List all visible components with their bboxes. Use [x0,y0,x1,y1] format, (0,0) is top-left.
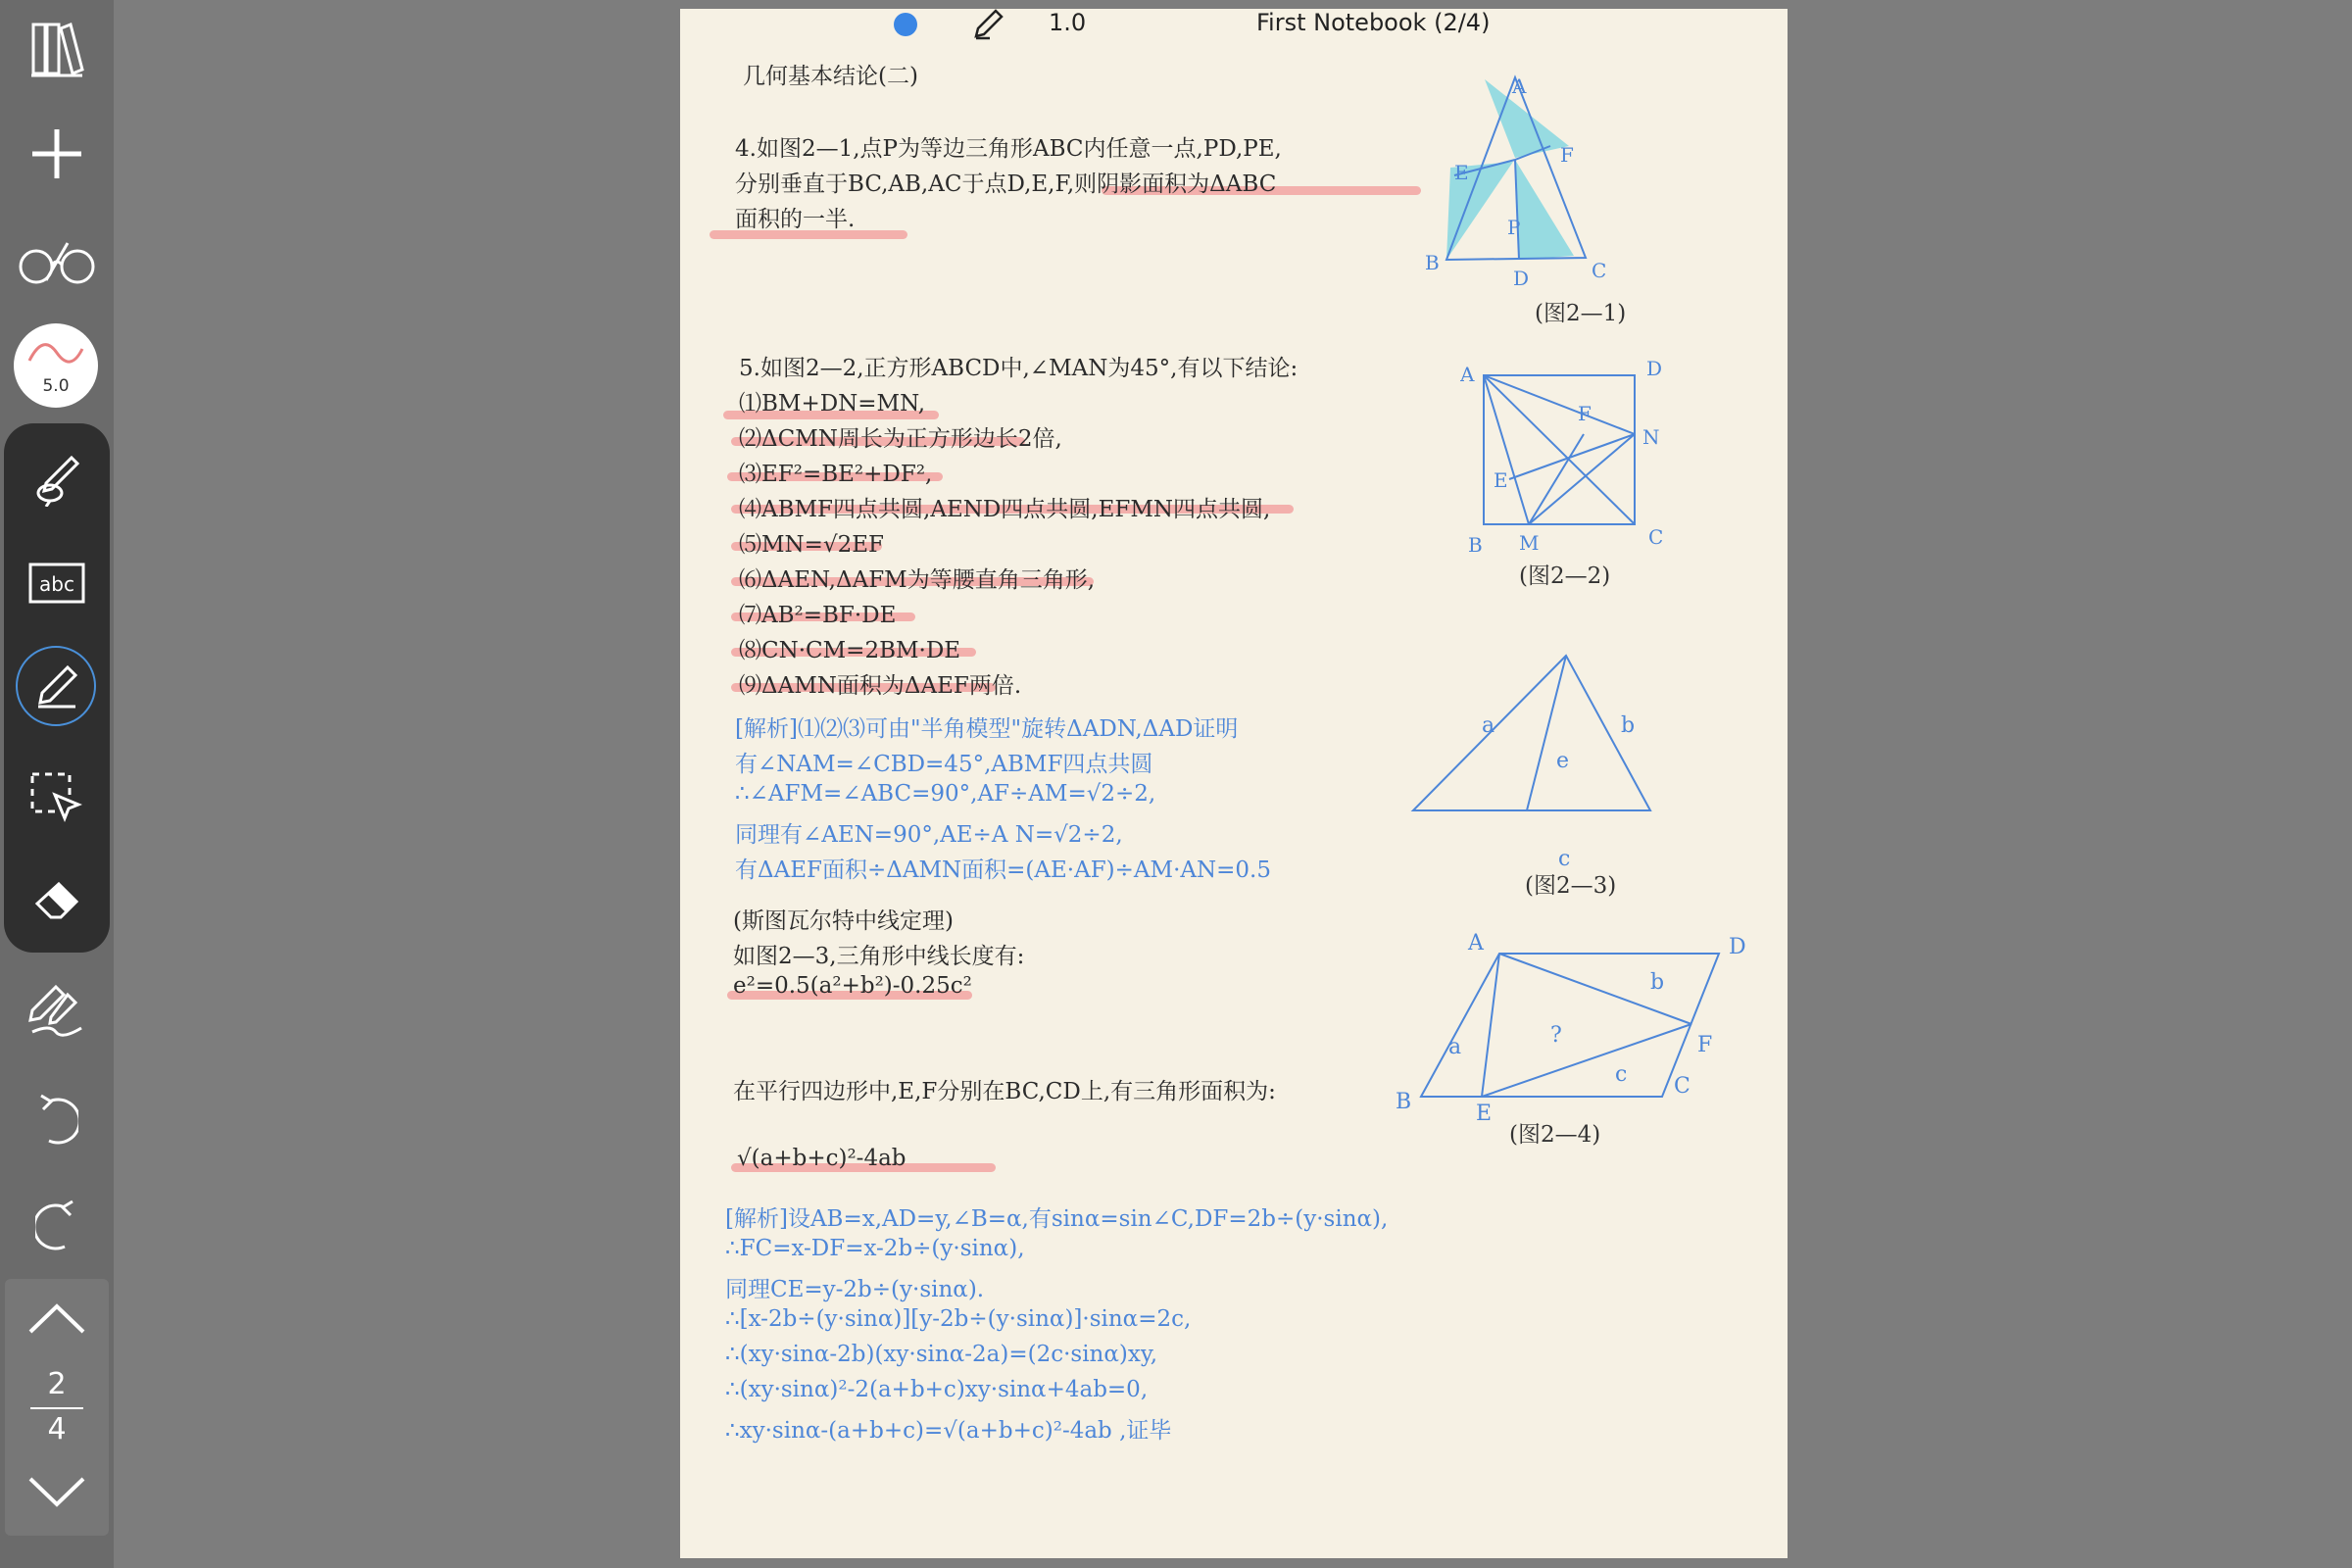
fig2-label: M [1519,531,1540,555]
stewart-line: 如图2—3,三角形中线长度有: [733,944,1025,969]
figure-2-1-caption: (图2—1) [1535,301,1627,326]
fig4-label: B [1396,1090,1412,1114]
multi-pen-icon [26,983,87,1038]
fig3-label: c [1558,847,1571,871]
p5-item: ⑻CN·CM=2BM·DE [739,638,961,663]
analysis2-line: ∴(xy·sinα-2b)(xy·sinα-2a)=(2c·sinα)xy, [725,1342,1158,1367]
select-icon [29,771,84,826]
text-box-icon [28,563,85,604]
fig1-label: B [1425,251,1440,274]
figure-2-3-caption: (图2—3) [1525,873,1617,899]
analysis1-line: [解析]⑴⑵⑶可由"半角模型"旋转ΔADN,ΔAD证明 [735,716,1239,742]
add-icon [30,127,83,180]
p5-item: ⑵ΔCMN周长为正方形边长2倍, [739,426,1062,452]
analysis1-line: 同理有∠AEN=90°,AE÷A N=√2÷2, [735,822,1123,848]
figure-2-1 [1425,64,1650,289]
parallelogram-statement: 在平行四边形中,E,F分别在BC,CD上,有三角形面积为: [733,1079,1276,1104]
analysis1-line: 有∠NAM=∠CBD=45°,ABMF四点共圆 [735,752,1153,777]
undo-icon [35,1094,78,1147]
pencil-tool[interactable] [0,652,114,720]
svg-text:abc: abc [39,572,74,596]
chevron-down-icon [26,1475,87,1508]
fig4-label: b [1650,970,1665,995]
page-navigator [5,1279,109,1536]
redo-icon [35,1200,78,1252]
lasso-pen-icon [32,454,81,507]
fig2-label: D [1646,357,1663,380]
page-toolbar [680,9,1788,44]
p5-title: 5.如图2—2,正方形ABCD中,∠MAN为45°,有以下结论: [739,356,1298,381]
analysis1-line: ∴∠AFM=∠ABC=90°,AF÷AM=√2÷2, [735,781,1156,807]
fig4-label: E [1476,1102,1493,1126]
fig1-label: E [1454,161,1469,184]
glasses-icon [17,237,97,286]
page-up-button[interactable] [26,1302,87,1340]
color-dot-indicator[interactable] [894,13,917,36]
fig4-label: A [1468,931,1484,956]
total-page-number: 4 [47,1412,67,1446]
p5-item: ⑹ΔAEN,ΔAFM为等腰直角三角形, [739,567,1096,593]
reading-mode-button[interactable] [0,227,114,296]
pen-size-button[interactable] [14,323,98,408]
fig2-label: F [1578,402,1592,425]
figure-2-4 [1384,920,1776,1126]
area-formula: √(a+b+c)²-4ab [737,1146,906,1171]
current-page-number: 2 [47,1367,67,1401]
p4-line: 面积的一半. [735,207,856,232]
fig2-label: A [1460,363,1475,386]
fig4-label: F [1697,1033,1713,1057]
notebook-title: First Notebook (2/4) [1256,9,1491,36]
analysis2-line: ∴xy·sinα-(a+b+c)=√(a+b+c)²-4ab ,证毕 [725,1418,1172,1444]
fig1-label: P [1507,216,1521,239]
figure-2-2 [1460,352,1676,558]
pen-indicator-icon[interactable] [972,9,1004,40]
notebook-page[interactable] [680,9,1788,1558]
page-down-button[interactable] [26,1475,87,1512]
analysis2-line: [解析]设AB=x,AD=y,∠B=α,有sinα=sin∠C,DF=2b÷(y·sinα), [725,1206,1389,1232]
fig1-label: A [1512,74,1527,98]
lasso-pen-tool[interactable] [0,446,114,514]
library-icon [29,17,84,79]
analysis2-line: ∴[x-2b÷(y·sinα)][y-2b÷(y·sinα)]·sinα=2c, [725,1306,1192,1332]
eraser-tool[interactable] [0,867,114,936]
figure-2-3 [1409,652,1664,877]
p5-item: ⑼ΔAMN面积为ΔAEF两倍. [739,673,1022,699]
fig3-label: b [1621,713,1636,738]
p5-item: ⑸MN=√2EF [739,532,884,558]
p5-item: ⑶EF²=BE²+DF², [739,462,933,487]
add-button[interactable] [0,120,114,188]
redo-button[interactable] [0,1192,114,1260]
fig3-label: a [1482,713,1495,738]
fig4-label: D [1729,935,1746,959]
stewart-line: e²=0.5(a²+b²)-0.25c² [733,973,972,999]
fig2-label: N [1642,425,1660,449]
analysis2-line: ∴(xy·sinα)²-2(a+b+c)xy·sinα+4ab=0, [725,1377,1149,1402]
tool-sidebar [0,0,114,1568]
p5-item: ⑺AB²=BF·DE [739,603,897,628]
fig2-label: E [1494,468,1508,492]
fig1-label: C [1592,259,1607,282]
pen-size-value: 5.0 [42,376,70,396]
figure-2-2-caption: (图2—2) [1519,564,1611,589]
fig1-label: D [1513,267,1530,289]
stewart-line: (斯图瓦尔特中线定理) [733,908,954,934]
zoom-scale[interactable]: 1.0 [1049,9,1087,36]
analysis1-line: 有ΔAEF面积÷ΔAMN面积=(AE·AF)÷AM·AN=0.5 [735,858,1271,883]
page-divider [30,1407,83,1409]
p5-item: ⑷ABMF四点共圆,AEND四点共圆,EFMN四点共圆, [739,497,1271,522]
figure-2-4-caption: (图2—4) [1509,1122,1601,1148]
chevron-up-icon [26,1302,87,1336]
p5-item: ⑴BM+DN=MN, [739,391,926,416]
analysis2-line: ∴FC=x-DF=x-2b÷(y·sinα), [725,1236,1025,1261]
undo-button[interactable] [0,1086,114,1154]
p4-line: 分别垂直于BC,AB,AC于点D,E,F,则阴影面积为ΔABC [735,172,1277,197]
fig2-label: C [1648,525,1664,549]
eraser-icon [33,880,80,923]
library-button[interactable] [0,14,114,82]
pen-size-icon [27,339,84,368]
note-heading: 几何基本结论(二) [743,64,918,89]
p4-line: 4.如图2—1,点P为等边三角形ABC内任意一点,PD,PE, [735,136,1282,162]
text-tool[interactable] [0,549,114,617]
analysis2-line: 同理CE=y-2b÷(y·sinα). [725,1277,985,1302]
fig1-label: F [1560,143,1574,167]
pencil-icon [34,663,79,709]
fig4-label: c [1615,1062,1628,1087]
fig3-label: e [1556,749,1570,773]
fig4-label: C [1674,1074,1690,1099]
fig4-label: ? [1550,1023,1562,1048]
multi-pen-button[interactable] [0,976,114,1045]
fig2-label: B [1468,533,1483,557]
select-tool[interactable] [0,764,114,833]
fig4-label: a [1448,1035,1462,1059]
